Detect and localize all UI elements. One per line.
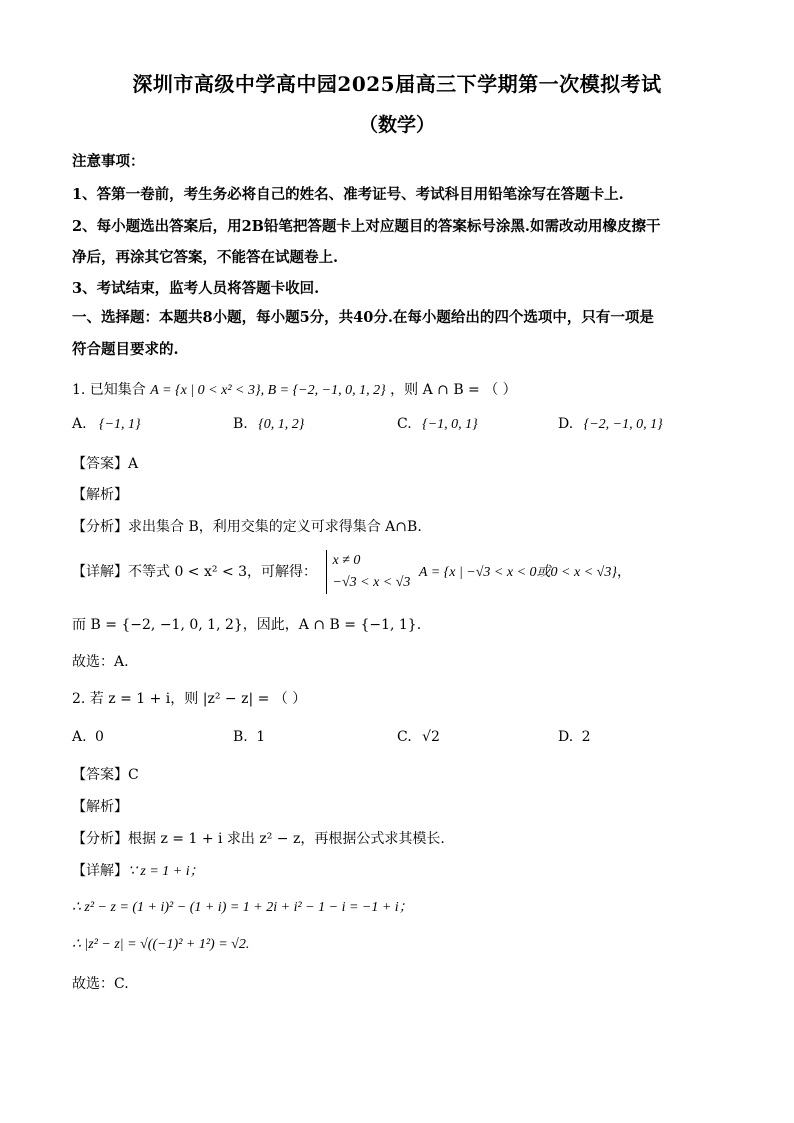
question-1-prefix: 1. 已知集合 (72, 382, 146, 398)
q2-answer (72, 764, 139, 784)
xiangjie-set-a: A = {x | −√3 < x < 0或0 < x < √3} (418, 565, 617, 580)
q2-option-a: A. 0 (72, 729, 104, 745)
note-item-1: 1、答第一卷前，考生务必将自己的姓名、准考证号、考试科目用铅笔涂写在答题卡上. (72, 186, 624, 203)
q1-conclusion: 故选：A. (72, 654, 129, 670)
notes-heading: 注意事项： (72, 153, 145, 170)
answer-tag: 【答案】 (72, 767, 128, 783)
q1-xiangjie: 【详解】不等式 0 < x² < 3，可解得： x ≠ 0 −√3 < x < √3 A = {x | −√3 < x < 0或0 < x < √3}， (72, 550, 631, 594)
q2-analysis-tag: 【解析】 (72, 799, 128, 815)
answer-value: C (128, 767, 139, 783)
xiangjie-tag: 【详解】 (72, 863, 128, 879)
note-item-2-cont: 净后，再涂其它答案，不能答在试题卷上. (72, 249, 339, 266)
q1-line-b: 而 B = {−2, −1, 0, 1, 2}，因此，A ∩ B = {−1, 1}. (72, 617, 422, 633)
question-1-sets: A = {x | 0 < x² < 3}, B = {−2, −1, 0, 1, 2} (150, 383, 386, 398)
page-title: 深圳市高级中学高中园2025届高三下学期第一次模拟考试 (132, 72, 662, 96)
section-heading: 一、选择题：本题共8小题，每小题5分，共40分.在每小题给出的四个选项中，只有一项是 (72, 309, 654, 326)
q1-option-a: A. {−1, 1} (72, 416, 141, 432)
q2-option-c: C. √2 (397, 729, 440, 745)
question-2: 2. 若 z = 1 + i，则 |z² − z| = （ ） (72, 691, 307, 707)
q1-option-c: C. {−1, 0, 1} (397, 416, 478, 432)
fenxi-tag: 【分析】 (72, 831, 128, 847)
q1-answer (72, 453, 138, 473)
q2-xiangjie (72, 860, 204, 880)
q1-option-b: B. {0, 1, 2} (233, 416, 305, 432)
xiangjie-tag: 【详解】 (72, 564, 128, 580)
xiangjie-text: ∵ z = 1 + i； (128, 864, 204, 879)
q2-step-1: ∴ z² − z = (1 + i)² − (1 + i) = 1 + 2i + i² − 1 − i = −1 + i； (72, 900, 413, 915)
section-heading-cont: 符合题目要求的. (72, 341, 179, 358)
fenxi-text: 求出集合 B，利用交集的定义可求得集合 A∩B. (128, 519, 422, 535)
q1-fenxi (72, 516, 422, 536)
q2-fenxi (72, 828, 445, 848)
note-item-3: 3、考试结束，监考人员将答题卡收回. (72, 280, 320, 297)
question-1 (72, 379, 517, 399)
q1-analysis-tag: 【解析】 (72, 487, 128, 503)
page-subtitle: （数学） (358, 114, 435, 136)
answer-value: A (128, 456, 139, 472)
answer-tag: 【答案】 (72, 456, 128, 472)
fenxi-text: 根据 z = 1 + i 求出 z² − z，再根据公式求其模长. (128, 831, 445, 847)
q2-option-b: B. 1 (233, 729, 266, 745)
xiangjie-pre: 不等式 0 < x² < 3，可解得： (128, 564, 318, 580)
q2-option-d: D. 2 (558, 729, 591, 745)
q1-option-d: D. {−2, −1, 0, 1} (558, 416, 663, 432)
inequality-system: x ≠ 0 −√3 < x < √3 (326, 550, 411, 594)
note-item-2: 2、每小题选出答案后，用2B铅笔把答题卡上对应题目的答案标号涂黑.如需改动用橡皮擦干 (72, 218, 661, 235)
question-1-suffix: ，则 A ∩ B = （ ） (390, 382, 517, 398)
fenxi-tag: 【分析】 (72, 519, 128, 535)
q2-conclusion: 故选：C. (72, 976, 129, 992)
q2-step-2: ∴ |z² − z| = √((−1)² + 1²) = √2. (72, 937, 250, 952)
